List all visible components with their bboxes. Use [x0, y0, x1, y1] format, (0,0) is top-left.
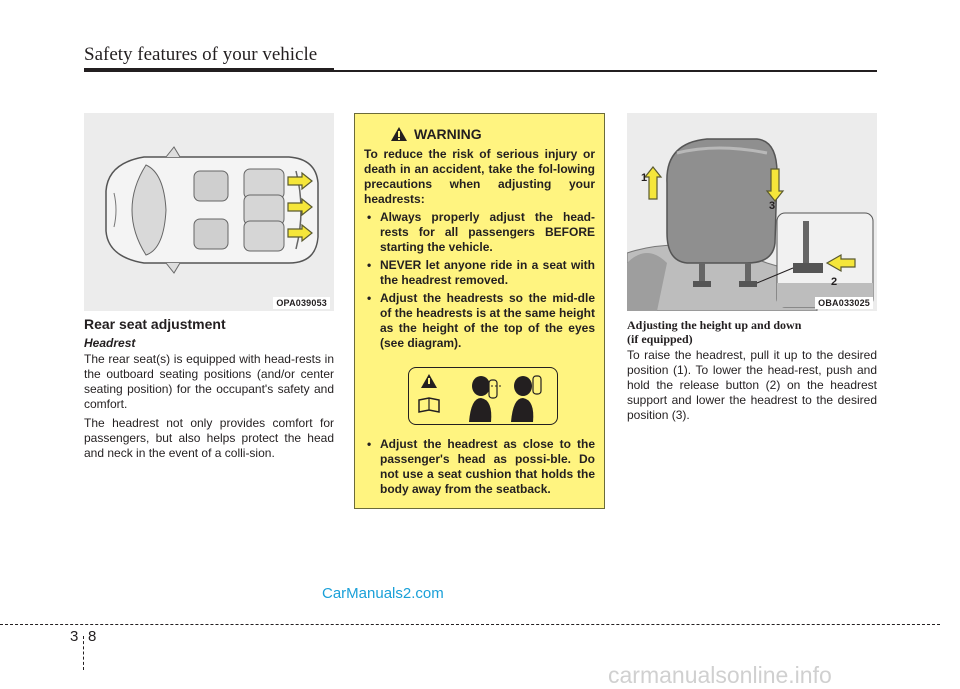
watermark-link[interactable]: CarManuals2.com — [322, 585, 444, 602]
headrest-figure — [627, 113, 877, 311]
headrest-illustration — [627, 113, 877, 311]
headrest-height-diagram — [408, 367, 558, 425]
figure-code: OBA033025 — [815, 297, 873, 309]
figure-code: OPA039053 — [273, 297, 330, 309]
warning-bullet: • Adjust the headrest as close to the passenger's head as possi-ble. Do not use a seat cushion that holds the body away from the seatback. — [364, 437, 595, 497]
headrest-height-illustration — [409, 368, 557, 424]
warning-intro: To reduce the risk of serious injury or death in an accident, take the fol-lowing precautions when adjusting your headrests: — [364, 147, 595, 206]
header-rule — [84, 68, 334, 72]
right-subheading-line2: (if equipped) — [627, 332, 693, 346]
header-rule-thin — [334, 70, 877, 72]
warning-box — [354, 113, 605, 509]
body-paragraph: The rear seat(s) is equipped with head-rests in the outboard seating positions (and/or center seating position) for the occupant's safety and comfort. — [84, 352, 334, 411]
warning-list-second — [364, 437, 595, 497]
warning-triangle-icon — [390, 126, 408, 142]
warning-title-text: WARNING — [414, 126, 482, 142]
right-body-paragraph: To raise the headrest, pull it up to the desired position (1). To lower the head-rest, push and hold the release button (2) on the headrest support and lower the headrest to the desired position (3). — [627, 348, 877, 422]
right-subheading-line1: Adjusting the height up and down — [627, 318, 802, 332]
callout-3: 3 — [769, 200, 776, 212]
chapter-number: 3 — [70, 628, 79, 645]
warning-list — [364, 210, 595, 351]
section-title: Rear seat adjustment — [84, 316, 226, 332]
car-top-view-figure — [84, 113, 334, 311]
callout-2: 2 — [831, 276, 838, 288]
warning-title — [390, 124, 595, 144]
callout-1: 1 — [641, 172, 648, 184]
right-subheading — [627, 318, 801, 346]
footer-divider — [0, 624, 940, 625]
page-number: 8 — [88, 628, 97, 645]
body-paragraph: The headrest not only provides comfort for passengers, but also helps protect the head and neck in the event of a colli-sion. — [84, 416, 334, 460]
warning-bullet: • Adjust the headrests so the mid-dle of the headrests is at the same height as the height of the top of the eyes (see diagram). — [364, 291, 595, 351]
warning-bullet: • Always properly adjust the head-rests for all passengers BEFORE starting the vehicle. — [364, 210, 595, 255]
subheading: Headrest — [84, 336, 136, 350]
warning-bullet: • NEVER let anyone ride in a seat with the headrest removed. — [364, 258, 595, 288]
footer-vertical-divider — [83, 636, 84, 670]
page-header-title: Safety features of your vehicle — [84, 44, 318, 65]
car-top-view-illustration — [84, 113, 334, 311]
footer-watermark: carmanualsonline.info — [608, 662, 832, 688]
